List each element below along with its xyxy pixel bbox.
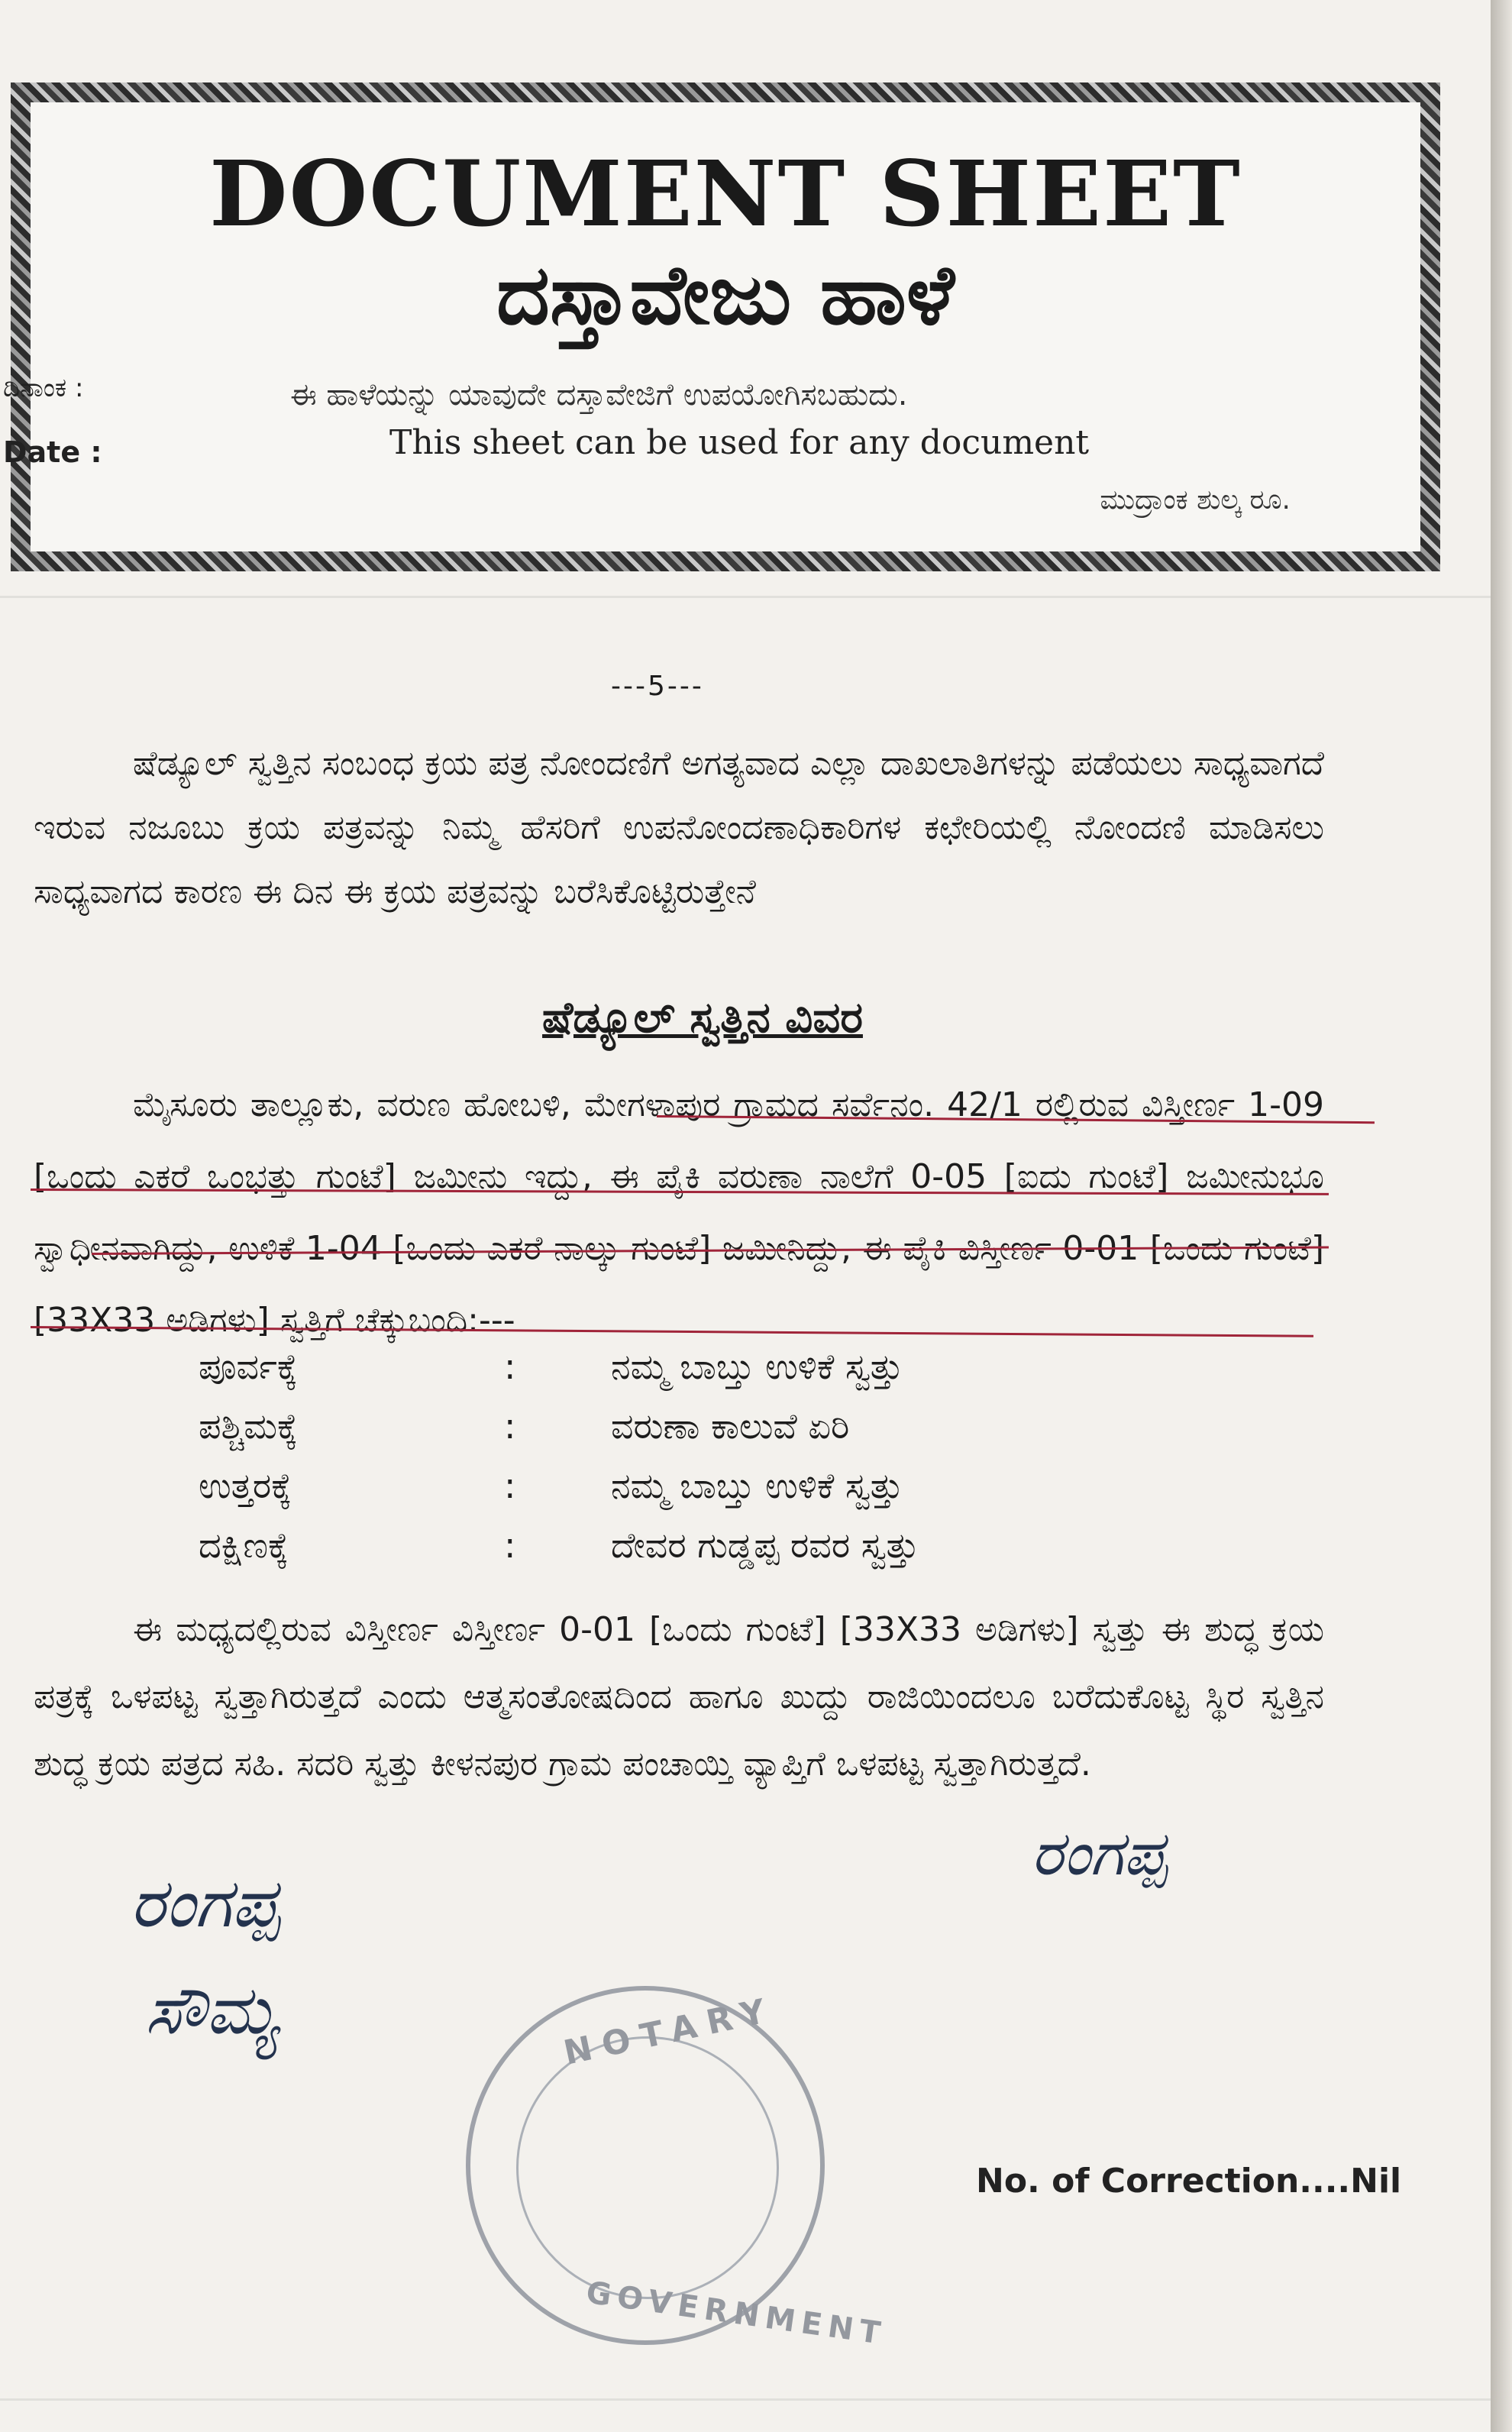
header-frame (11, 82, 1440, 571)
signature-right: ರಂಗಪ್ಪ (1031, 1818, 1168, 1889)
usage-note-kannada: ಈ ಹಾಳೆಯನ್ನು ಯಾವುದೇ ದಸ್ತಾವೇಜಿಗೆ ಉಪಯೋಗಿಸಬಹುದು. (290, 377, 908, 412)
date-label: Date : (3, 435, 102, 469)
boundary-direction: ಪಶ್ಚಿಮಕ್ಕೆ (199, 1405, 298, 1447)
date-label-kannada: ದಿನಾಂಕ : (3, 373, 84, 403)
boundary-direction: ದಕ್ಷಿಣಕ್ಕೆ (199, 1525, 289, 1566)
signature-left-1: ರಂಗಪ್ಪ (130, 1864, 280, 1942)
boundary-direction: ಪೂರ್ವಕ್ಕೆ (199, 1346, 298, 1387)
seal-bottom-text: GOVERNMENT (583, 2275, 889, 2353)
stamp-fee-label: ಮುದ್ರಾಂಕ ಶುಲ್ಕ ರೂ. (1100, 484, 1291, 516)
paragraph-intro: ಷೆಡ್ಯೂಲ್ ಸ್ವತ್ತಿನ ಸಂಬಂಧ ಕ್ರಯ ಪತ್ರ ನೋಂದಣಿಗೆ ಅಗತ್ಯವಾದ ಎಲ್ಲಾ ದಾಖಲಾತಿಗಳನ್ನು ಪಡೆಯಲು ಸಾಧ್ಯವಾಗದೆ ಇರುವ ನಜೂಬು ಕ್ರಯ ಪತ್ರವನ್ನು ನಿಮ್ಮ ಹೆಸರಿಗೆ ಉಪನೋಂದಣಾಧಿಕಾರಿಗಳ ಕಛೇರಿಯಲ್ಲಿ ನೋಂದಣಿ ಮಾಡಿಸಲು ಸಾಧ್ಯವಾಗದ ಕಾರಣ ಈ ದಿನ ಈ ಕ್ರಯ ಪತ್ರವನ್ನು ಬರೆಸಿಕೊಟ್ಟಿರುತ್ತೇನೆ (34, 744, 1324, 911)
boundary-separator: : (504, 1525, 516, 1566)
boundary-separator: : (504, 1465, 516, 1506)
boundary-direction: ಉತ್ತರಕ್ಕೆ (199, 1465, 292, 1506)
title-kannada: ದಸ್ತಾವೇಜು ಹಾಳೆ (496, 247, 955, 343)
boundary-value: ನಮ್ಮ ಬಾಬ್ತು ಉಳಿಕೆ ಸ್ವತ್ತು (611, 1346, 903, 1387)
notary-seal (466, 1986, 889, 2353)
boundary-value: ದೇವರ ಗುಡ್ಡಪ್ಪ ರವರ ಸ್ವತ್ತು (611, 1525, 919, 1566)
page-number: ---5--- (611, 671, 704, 702)
boundary-value: ನಮ್ಮ ಬಾಬ್ತು ಉಳಿಕೆ ಸ್ವತ್ತು (611, 1465, 903, 1506)
usage-note-english: This sheet can be used for any document (389, 423, 1090, 462)
boundary-separator: : (504, 1346, 516, 1387)
paper-crease (0, 596, 1491, 598)
correction-count: No. of Correction....Nil (976, 2162, 1402, 2201)
boundary-separator: : (504, 1405, 516, 1447)
title-english: DOCUMENT SHEET (209, 141, 1242, 247)
paper-crease (0, 2398, 1491, 2401)
signature-left-2: ಸೌಮ್ಯ (145, 1971, 279, 2049)
paragraph-closing: ಈ ಮಧ್ಯದಲ್ಲಿರುವ ವಿಸ್ತೀರ್ಣ ವಿಸ್ತೀರ್ಣ 0-01 [ಒಂದು ಗುಂಟೆ] [33X33 ಅಡಿಗಳು] ಸ್ವತ್ತು ಈ ಶುದ್ಧ ಕ್ರಯ ಪತ್ರಕ್ಕೆ ಒಳಪಟ್ಟ ಸ್ವತ್ತಾಗಿರುತ್ತದೆ ಎಂದು ಆತ್ಮಸಂತೋಷದಿಂದ ಹಾಗೂ ಖುದ್ದು ರಾಜಿಯಿಂದಲೂ ಬರೆದುಕೊಟ್ಟ ಸ್ಥಿರ ಸ್ವತ್ತಿನ ಶುದ್ಧ ಕ್ರಯ ಪತ್ರದ ಸಹಿ. ಸದರಿ ಸ್ವತ್ತು ಕೀಳನಪುರ ಗ್ರಾಮ ಪಂಚಾಯ್ತಿ ವ್ಯಾಪ್ತಿಗೆ ಒಳಪಟ್ಟ ಸ್ವತ್ತಾಗಿರುತ್ತದೆ. (34, 1610, 1324, 1784)
page-edge (1491, 0, 1512, 2432)
seal-inner-ring (516, 2036, 779, 2299)
paragraph-schedule: ಮೈಸೂರು ತಾಲ್ಲೂಕು, ವರುಣ ಹೋಬಳಿ, ಮೇಗಳಾಪುರ ಗ್ರಾಮದ ಸರ್ವೆನಂ. 42/1 ರಲ್ಲಿರುವ ವಿಸ್ತೀರ್ಣ 1-09 [ಒಂದು ಎಕರೆ ಒಂಭತ್ತು ಗುಂಟೆ] ಜಮೀನು ಇದ್ದು, ಈ ಪೈಕಿ ವರುಣಾ ನಾಲೆಗೆ 0-05 [ಐದು ಗುಂಟೆ] ಜಮೀನುಭೂ ಸ್ವಾಧೀನವಾಗಿದ್ದು, ಉಳಿಕೆ 1-04 [ಒಂದು ಎಕರೆ ನಾಲ್ಕು ಗುಂಟೆ] ಜಮೀನಿದ್ದು, ಈ ಪೈಕಿ ವಿಸ್ತೀರ್ಣ 0-01 [ಒಂದು ಗುಂಟೆ] [33X33 ಅಡಿಗಳು] ಸ್ವತ್ತಿಗೆ ಚೆಕ್ಕುಬಂದಿ:--- (34, 1085, 1324, 1340)
schedule-heading: ಷೆಡ್ಯೂಲ್ ಸ್ವತ್ತಿನ ವಿವರ (542, 993, 863, 1043)
boundary-value: ವರುಣಾ ಕಾಲುವೆ ಏರಿ (611, 1405, 850, 1447)
seal-top-text: NOTARY (560, 1990, 780, 2073)
